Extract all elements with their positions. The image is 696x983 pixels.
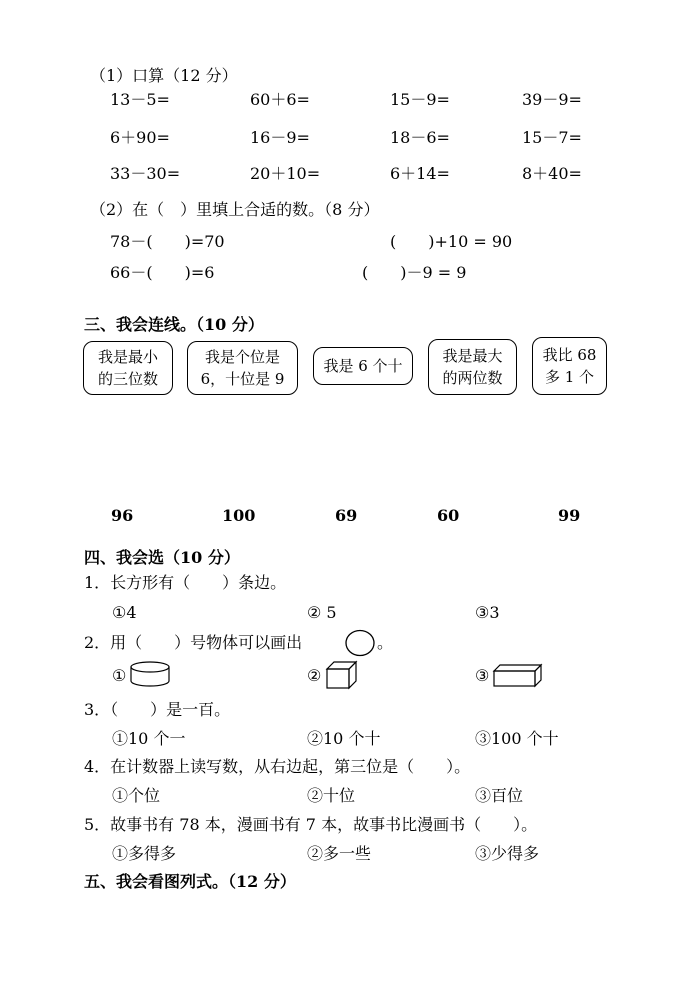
calc-item: 13－5= bbox=[110, 90, 170, 109]
match-number[interactable]: 60 bbox=[437, 506, 460, 525]
box-line: 我是最小 bbox=[97, 348, 158, 366]
circle-icon bbox=[344, 629, 376, 657]
cylinder-icon bbox=[129, 660, 171, 690]
box-line: 我比 68 bbox=[542, 346, 597, 364]
match-box[interactable] bbox=[187, 341, 298, 395]
section2-title: （2）在（ ）里填上合适的数。（8 分） bbox=[90, 200, 380, 219]
box-line: 的两位数 bbox=[442, 369, 503, 387]
fill-item: 78－( )=70 bbox=[110, 232, 225, 251]
question-text: 3．（ ）是一百。 bbox=[84, 700, 231, 719]
option[interactable]: ③ bbox=[475, 666, 490, 685]
calc-item: 39－9= bbox=[522, 90, 582, 109]
option[interactable]: ②十位 bbox=[307, 786, 356, 805]
match-box[interactable] bbox=[532, 337, 607, 395]
match-box[interactable] bbox=[83, 341, 173, 395]
option[interactable]: ③百位 bbox=[475, 786, 524, 805]
cube-icon bbox=[325, 660, 359, 690]
question-end: 。 bbox=[377, 633, 394, 652]
option[interactable]: ②10 个十 bbox=[307, 729, 381, 748]
match-box[interactable] bbox=[428, 339, 517, 395]
section5-title: 五、我会看图列式。（12 分） bbox=[84, 872, 296, 891]
match-number[interactable]: 69 bbox=[335, 506, 358, 525]
fill-item: ( )+10 = 90 bbox=[390, 232, 513, 251]
box-line: 我是最大 bbox=[442, 347, 503, 365]
calc-item: 15－9= bbox=[390, 90, 450, 109]
calc-item: 20＋10= bbox=[250, 164, 321, 183]
option[interactable]: ①多得多 bbox=[112, 844, 177, 863]
option[interactable]: ② 5 bbox=[307, 603, 337, 622]
question-text: 4．在计数器上读写数，从右边起，第三位是（ ）。 bbox=[84, 757, 471, 776]
match-box[interactable] bbox=[313, 347, 413, 385]
box-line: 的三位数 bbox=[97, 370, 158, 388]
calc-item: 18－6= bbox=[390, 128, 450, 147]
calc-item: 15－7= bbox=[522, 128, 582, 147]
question-text: 5．故事书有 78 本，漫画书有 7 本，故事书比漫画书（ ）。 bbox=[84, 815, 538, 834]
option[interactable]: ①4 bbox=[112, 603, 137, 622]
section3-title: 三、我会连线。（10 分） bbox=[84, 315, 264, 334]
question-text: 2．用（ ）号物体可以画出 bbox=[84, 633, 303, 652]
fill-item: 66－( )=6 bbox=[110, 263, 215, 282]
calc-item: 60＋6= bbox=[250, 90, 310, 109]
option[interactable]: ①个位 bbox=[112, 786, 161, 805]
calc-item: 6＋14= bbox=[390, 164, 450, 183]
fill-item: ( )－9 = 9 bbox=[362, 263, 467, 282]
box-line: 我是个位是 bbox=[204, 348, 280, 366]
section4-title: 四、我会选（10 分） bbox=[84, 548, 240, 567]
option[interactable]: ③少得多 bbox=[475, 844, 540, 863]
cuboid-icon bbox=[492, 663, 544, 689]
section1-title: （1）口算（12 分） bbox=[90, 66, 238, 85]
option[interactable]: ② bbox=[307, 666, 322, 685]
option[interactable]: ①10 个一 bbox=[112, 729, 186, 748]
match-number[interactable]: 96 bbox=[111, 506, 134, 525]
option[interactable]: ②多一些 bbox=[307, 844, 372, 863]
calc-item: 16－9= bbox=[250, 128, 310, 147]
calc-item: 6＋90= bbox=[110, 128, 170, 147]
option[interactable]: ① bbox=[112, 666, 127, 685]
match-number[interactable]: 100 bbox=[222, 506, 256, 525]
match-number[interactable]: 99 bbox=[558, 506, 581, 525]
calc-item: 33－30= bbox=[110, 164, 181, 183]
box-line: 6，十位是 9 bbox=[200, 370, 285, 388]
box-line: 多 1 个 bbox=[544, 368, 595, 386]
question-text: 1．长方形有（ ）条边。 bbox=[84, 573, 287, 592]
box-line: 我是 6 个十 bbox=[323, 357, 403, 375]
option[interactable]: ③3 bbox=[475, 603, 500, 622]
option[interactable]: ③100 个十 bbox=[475, 729, 559, 748]
calc-item: 8＋40= bbox=[522, 164, 582, 183]
